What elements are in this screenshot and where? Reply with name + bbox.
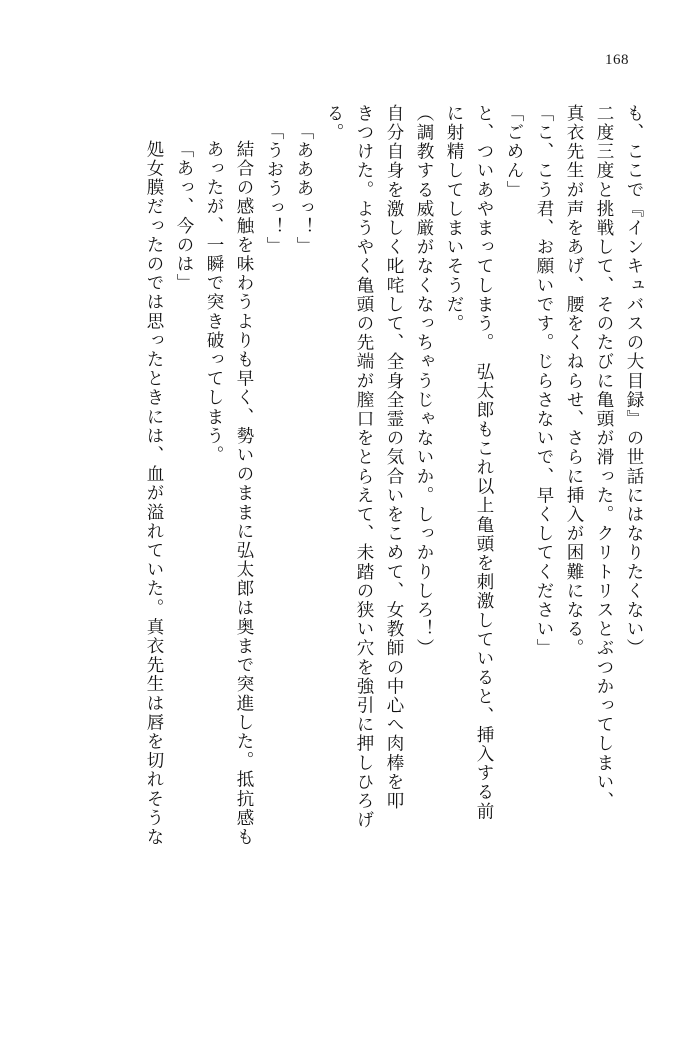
text-line: に射精してしまいそうだ。 — [445, 104, 465, 334]
text-line: あったが、一瞬で突き破ってしまう。 — [205, 140, 225, 465]
text-line: 処女膜だったのでは思ったときには、血が溢れていた。真衣先生は唇を切れそうな — [145, 140, 165, 847]
text-line: 「うおうっ！」 — [265, 122, 285, 256]
text-line: 二度三度と挑戦して、そのたびに亀頭が滑った。クリトリスとぶつかってしまい、 — [595, 104, 615, 811]
text-line: と、ついあやまってしまう。 弘太郎もこれ以上亀頭を刺激していると、挿入する前 — [475, 104, 495, 822]
text-line: 自分自身を激しく叱咤して、全身全霊の気合いをこめて、女教師の中心へ肉棒を叩 — [385, 104, 405, 811]
text-line: きつけた。ようやく亀頭の先端が膣口をとらえて、未踏の狭い穴を強引に押しひろげ — [355, 104, 375, 830]
text-line: 真衣先生が声をあげ、腰をくねらせ、さらに挿入が困難になる。 — [565, 104, 585, 658]
text-line: 「あああっ！」 — [295, 122, 315, 256]
text-line: も、ここで『インキュバスの大目録』の世話にはなりたくない） — [625, 104, 645, 658]
text-line: 「あっ、今のは」 — [175, 140, 195, 293]
vertical-text-block — [58, 104, 643, 964]
text-line: る。 — [325, 104, 345, 143]
page-number: 168 — [605, 52, 629, 68]
text-line: 「ごめん」 — [505, 104, 525, 200]
text-line: 「こ、こう君、お願いです。じらさないで、早くしてください」 — [535, 104, 555, 658]
text-line: （調教する威厳がなくなっちゃうじゃないか。しっかりしろ！） — [415, 104, 435, 658]
text-line: 結合の感触を味わうよりも早く、勢いのままに弘太郎は奥まで突進した。抵抗感も — [235, 140, 255, 847]
